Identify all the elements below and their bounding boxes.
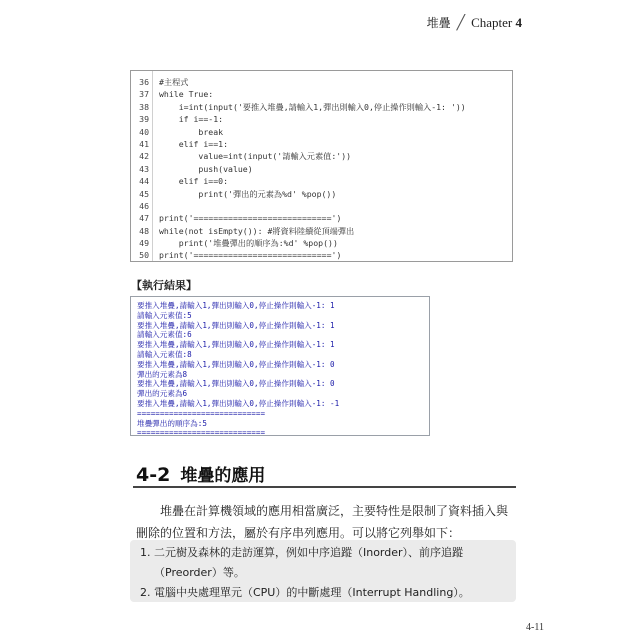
code-lines xyxy=(131,76,512,262)
code-line-number: 48 xyxy=(139,225,149,236)
code-line xyxy=(131,237,512,249)
code-line-text: elif i==0: xyxy=(159,176,229,187)
code-line-number: 38 xyxy=(139,101,149,112)
code-line-number: 47 xyxy=(139,213,149,224)
code-line-text: print('============================') xyxy=(159,213,342,224)
header-slash: ╱ xyxy=(456,14,466,31)
code-line-number: 41 xyxy=(139,138,149,149)
header-title: 堆疊 xyxy=(426,16,451,30)
console-line: ============================ xyxy=(137,408,266,418)
code-line xyxy=(131,200,512,212)
console-line: 要推入堆疊,請輸入1,彈出則輸入0,停止操作則輸入-1: 1 xyxy=(137,301,335,310)
header-chapter-prefix: Chapter xyxy=(471,14,513,30)
code-line xyxy=(131,249,512,261)
code-line xyxy=(131,188,512,200)
code-line-number: 46 xyxy=(139,200,149,211)
code-line-text: elif i==1: xyxy=(159,138,229,149)
console-line: 要推入堆疊,請輸入1,彈出則輸入0,停止操作則輸入-1: 1 xyxy=(137,320,335,330)
console-line: 要推入堆疊,請輸入1,彈出則輸入0,停止操作則輸入-1: 0 xyxy=(137,379,335,389)
code-line-number: 40 xyxy=(139,126,149,137)
code-line-number: 49 xyxy=(139,238,149,249)
code-line-text: break xyxy=(159,126,224,137)
console-line: ============================ xyxy=(137,428,266,438)
code-line xyxy=(131,138,512,150)
console-line: 彈出的元素為6 xyxy=(137,389,188,399)
code-line-text: while(not isEmpty()): #將資料陸續從頂端彈出 xyxy=(159,225,355,236)
list-item-2: 2. 電腦中央處理單元（CPU）的中斷處理（Interrupt Handling）。 xyxy=(140,586,470,599)
code-listing xyxy=(130,70,513,262)
code-line xyxy=(131,101,512,113)
console-line: 要推入堆疊,請輸入1,彈出則輸入0,停止操作則輸入-1: 0 xyxy=(137,359,335,369)
code-line-text xyxy=(153,200,159,212)
code-line-text: #主程式 xyxy=(159,77,189,87)
list-item-1-continuation: （Preorder）等。 xyxy=(154,566,245,579)
console-lines xyxy=(137,301,339,438)
console-line: 彈出的元素為8 xyxy=(137,369,188,379)
code-line-number: 44 xyxy=(139,176,149,187)
code-line xyxy=(131,150,512,162)
code-line xyxy=(131,225,512,237)
code-line-text: print('============================') xyxy=(159,250,342,261)
result-title: 【執行結果】 xyxy=(131,279,197,292)
code-line-text: print('堆疊彈出的順序為:%d' %pop()) xyxy=(159,238,338,249)
body-paragraph: 堆疊在計算機領域的應用相當廣泛，主要特性是限制了資料插入與刪除的位置和方法，屬於有序串列應用。可以將它列舉如下： xyxy=(136,504,509,540)
code-line-number: 36 xyxy=(139,77,149,87)
console-line: 堆疊彈出的順序為:5 xyxy=(137,418,207,428)
code-line-text: i=int(input('要推入堆疊,請輸入1,彈出則輸入0,停止操作則輸入-1: ')) xyxy=(159,101,466,112)
page-number: 4-11 xyxy=(526,622,544,633)
code-line xyxy=(131,126,512,138)
code-line xyxy=(131,163,512,175)
code-line xyxy=(131,212,512,224)
application-list xyxy=(130,540,516,602)
console-line: 請輸入元素值:5 xyxy=(137,310,192,320)
code-line-text: if i==-1: xyxy=(159,114,224,125)
code-line-number: 45 xyxy=(139,188,149,199)
code-line xyxy=(131,76,512,88)
console-line: 要推入堆疊,請輸入1,彈出則輸入0,停止操作則輸入-1: 1 xyxy=(137,340,335,350)
code-line-number: 37 xyxy=(139,89,149,100)
header-chapter xyxy=(471,15,522,31)
code-line-text: push(value) xyxy=(159,163,253,174)
section-title: 堆疊的應用 xyxy=(180,466,266,486)
code-line-text: value=int(input('請輸入元素值:')) xyxy=(159,151,352,162)
code-line-number: 42 xyxy=(139,151,149,162)
code-line xyxy=(131,88,512,100)
header-chapter-number: 4 xyxy=(515,14,522,30)
section-heading xyxy=(136,461,265,486)
console-line: 請輸入元素值:6 xyxy=(137,330,192,340)
list-item-1: 1. 二元樹及森林的走訪運算，例如中序追蹤（Inorder）、前序追蹤 xyxy=(140,546,464,559)
code-line-number: 43 xyxy=(139,163,149,174)
console-output xyxy=(130,296,430,436)
code-line xyxy=(131,175,512,187)
code-line-number: 39 xyxy=(139,114,149,125)
section-rule xyxy=(133,486,516,488)
code-line-text: while True: xyxy=(159,89,214,100)
console-line: 要推入堆疊,請輸入1,彈出則輸入0,停止操作則輸入-1: -1 xyxy=(137,398,340,408)
running-header xyxy=(427,14,522,31)
console-line: 請輸入元素值:8 xyxy=(137,349,192,359)
section-number: 4-2 xyxy=(136,464,171,486)
code-line-text: print('彈出的元素為%d' %pop()) xyxy=(159,188,337,199)
code-line xyxy=(131,113,512,125)
code-line-number: 50 xyxy=(139,250,149,261)
